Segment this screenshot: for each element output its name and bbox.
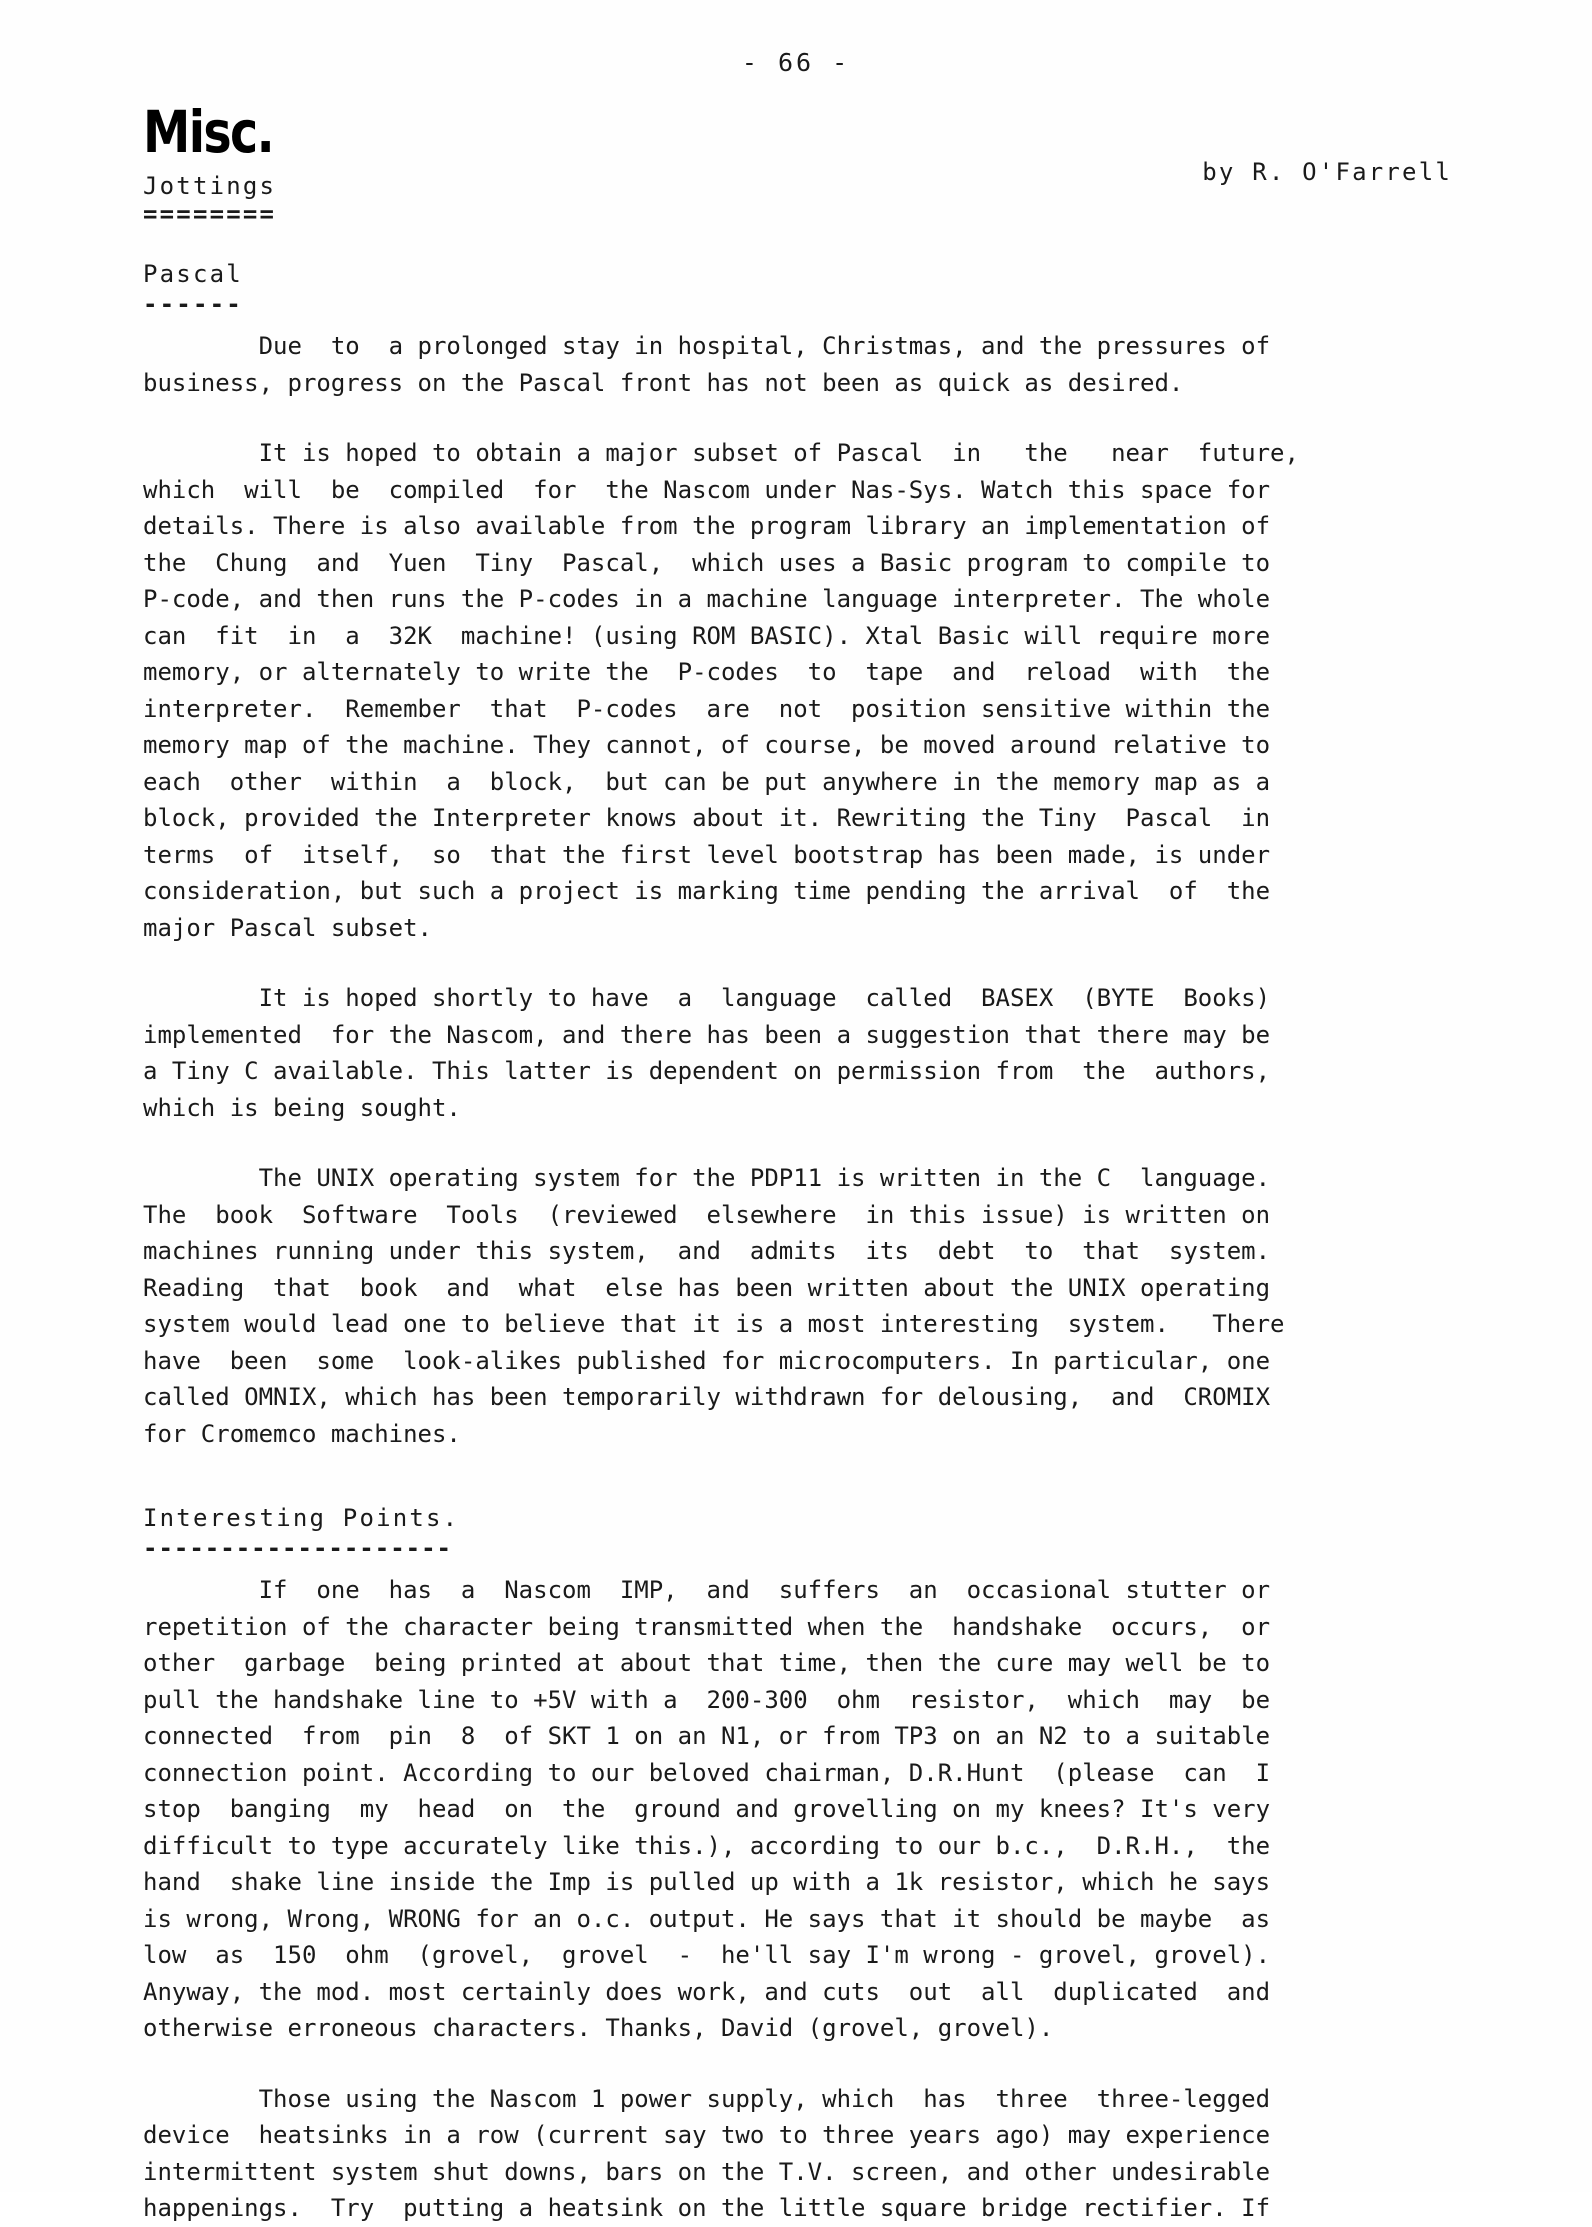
paragraph-pascal-subset bbox=[143, 435, 1401, 946]
text-line: connection point. According to our beloved chairman, D.R.Hunt (please can I bbox=[143, 1758, 1271, 1787]
text-line: The UNIX operating system for the PDP11 is written in the C language. bbox=[143, 1164, 1271, 1192]
text-line: major Pascal subset. bbox=[143, 913, 432, 942]
text-line: Reading that book and what else has been written about the UNIX operating bbox=[143, 1273, 1271, 1302]
text-line: memory, or alternately to write the P-codes to tape and reload with the bbox=[143, 658, 1271, 686]
paragraph-imp bbox=[143, 1572, 1401, 2047]
text-line: otherwise erroneous characters. Thanks, David (grovel, grovel). bbox=[143, 2014, 1054, 2042]
text-line: difficult to type accurately like this.), according to our b.c., D.R.H., the bbox=[143, 1831, 1271, 1860]
section-spacer bbox=[143, 1486, 1401, 1502]
text-line: Anyway, the mod. most certainly does work, and cuts out all duplicated and bbox=[143, 1977, 1271, 2006]
text-line: the Chung and Yuen Tiny Pascal, which uses a Basic program to compile to bbox=[143, 548, 1271, 577]
text-line: pull the handshake line to +5V with a 200-300 ohm resistor, which may be bbox=[143, 1685, 1271, 1714]
text-line: happenings. Try putting a heatsink on the little square bridge rectifier. If bbox=[143, 2194, 1271, 2222]
text-line: can fit in a 32K machine! (using ROM BASIC). Xtal Basic will require more bbox=[143, 621, 1271, 650]
text-line: low as 150 ohm (grovel, grovel - he'll say I'm wrong - grovel, grovel). bbox=[143, 1941, 1271, 1969]
text-line: It is hoped shortly to have a language called BASEX (BYTE Books) bbox=[143, 984, 1271, 1012]
text-line: a Tiny C available. This latter is dependent on permission from the authors, bbox=[143, 1057, 1271, 1085]
text-line: It is hoped to obtain a major subset of Pascal in the near future, bbox=[143, 439, 1299, 467]
text-line: Those using the Nascom 1 power supply, which has three three-legged bbox=[143, 2084, 1271, 2113]
text-line: If one has a Nascom IMP, and suffers an occasional stutter or bbox=[143, 1576, 1271, 1604]
text-line: consideration, but such a project is marking time pending the arrival of the bbox=[143, 877, 1271, 905]
text-line: block, provided the Interpreter knows about it. Rewriting the Tiny Pascal in bbox=[143, 804, 1271, 832]
text-line: for Cromemco machines. bbox=[143, 1419, 461, 1448]
section-rule-pascal: ------ bbox=[143, 290, 243, 318]
masthead-logo: Misc. bbox=[143, 98, 274, 166]
text-line: hand shake line inside the Imp is pulled up with a 1k resistor, which he says bbox=[143, 1868, 1271, 1896]
paragraph-power-supply bbox=[143, 2081, 1401, 2227]
text-line: intermittent system shut downs, bars on the T.V. screen, and other undesirable bbox=[143, 2157, 1271, 2186]
section-rule-interesting-points: -------------------- bbox=[143, 1534, 452, 1562]
text-line: interpreter. Remember that P-codes are not position sensitive within the bbox=[143, 694, 1271, 723]
article-byline: by R. O'Farrell bbox=[1202, 158, 1452, 186]
text-line: implemented for the Nascom, and there has been a suggestion that there may be bbox=[143, 1020, 1271, 1049]
text-line: device heatsinks in a row (current say two to three years ago) may experience bbox=[143, 2121, 1271, 2149]
text-line: repetition of the character being transmitted when the handshake occurs, or bbox=[143, 1612, 1271, 1641]
text-line: stop banging my head on the ground and grovelling on my knees? It's very bbox=[143, 1795, 1271, 1823]
paragraph-unix bbox=[143, 1160, 1401, 1452]
text-line: which will be compiled for the Nascom under Nas-Sys. Watch this space for bbox=[143, 475, 1271, 504]
text-line: Due to a prolonged stay in hospital, Christmas, and the pressures of bbox=[143, 332, 1271, 360]
section-heading-pascal: Pascal bbox=[143, 260, 243, 288]
text-line: which is being sought. bbox=[143, 1093, 461, 1122]
text-line: The book Software Tools (reviewed elsewhere in this issue) is written on bbox=[143, 1200, 1271, 1229]
text-line: other garbage being printed at about that time, then the cure may well be to bbox=[143, 1649, 1271, 1677]
text-line: business, progress on the Pascal front has not been as quick as desired. bbox=[143, 368, 1184, 397]
text-line: have been some look-alikes published for microcomputers. In particular, one bbox=[143, 1346, 1271, 1375]
text-line: connected from pin 8 of SKT 1 on an N1, or from TP3 on an N2 to a suitable bbox=[143, 1722, 1271, 1750]
masthead-rule: ======== bbox=[143, 200, 277, 228]
article-body bbox=[143, 258, 1401, 2227]
section-heading-interesting-points: Interesting Points. bbox=[143, 1504, 460, 1532]
masthead-subtitle: Jottings bbox=[143, 172, 277, 200]
text-line: details. There is also available from the program library an implementation of bbox=[143, 512, 1271, 540]
text-line: called OMNIX, which has been temporarily withdrawn for delousing, and CROMIX bbox=[143, 1383, 1271, 1411]
paragraph-basex bbox=[143, 980, 1401, 1126]
text-line: is wrong, Wrong, WRONG for an o.c. output. He says that it should be maybe as bbox=[143, 1904, 1271, 1933]
paragraph-pascal-intro bbox=[143, 328, 1401, 401]
text-line: P-code, and then runs the P-codes in a machine language interpreter. The whole bbox=[143, 585, 1271, 613]
page-number: - 66 - bbox=[741, 48, 851, 77]
text-line: terms of itself, so that the first level bootstrap has been made, is under bbox=[143, 840, 1271, 869]
text-line: each other within a block, but can be put anywhere in the memory map as a bbox=[143, 767, 1271, 796]
text-line: machines running under this system, and admits its debt to that system. bbox=[143, 1237, 1271, 1265]
masthead bbox=[143, 98, 302, 228]
text-line: memory map of the machine. They cannot, of course, be moved around relative to bbox=[143, 731, 1271, 759]
text-line: system would lead one to believe that it is a most interesting system. There bbox=[143, 1310, 1285, 1338]
